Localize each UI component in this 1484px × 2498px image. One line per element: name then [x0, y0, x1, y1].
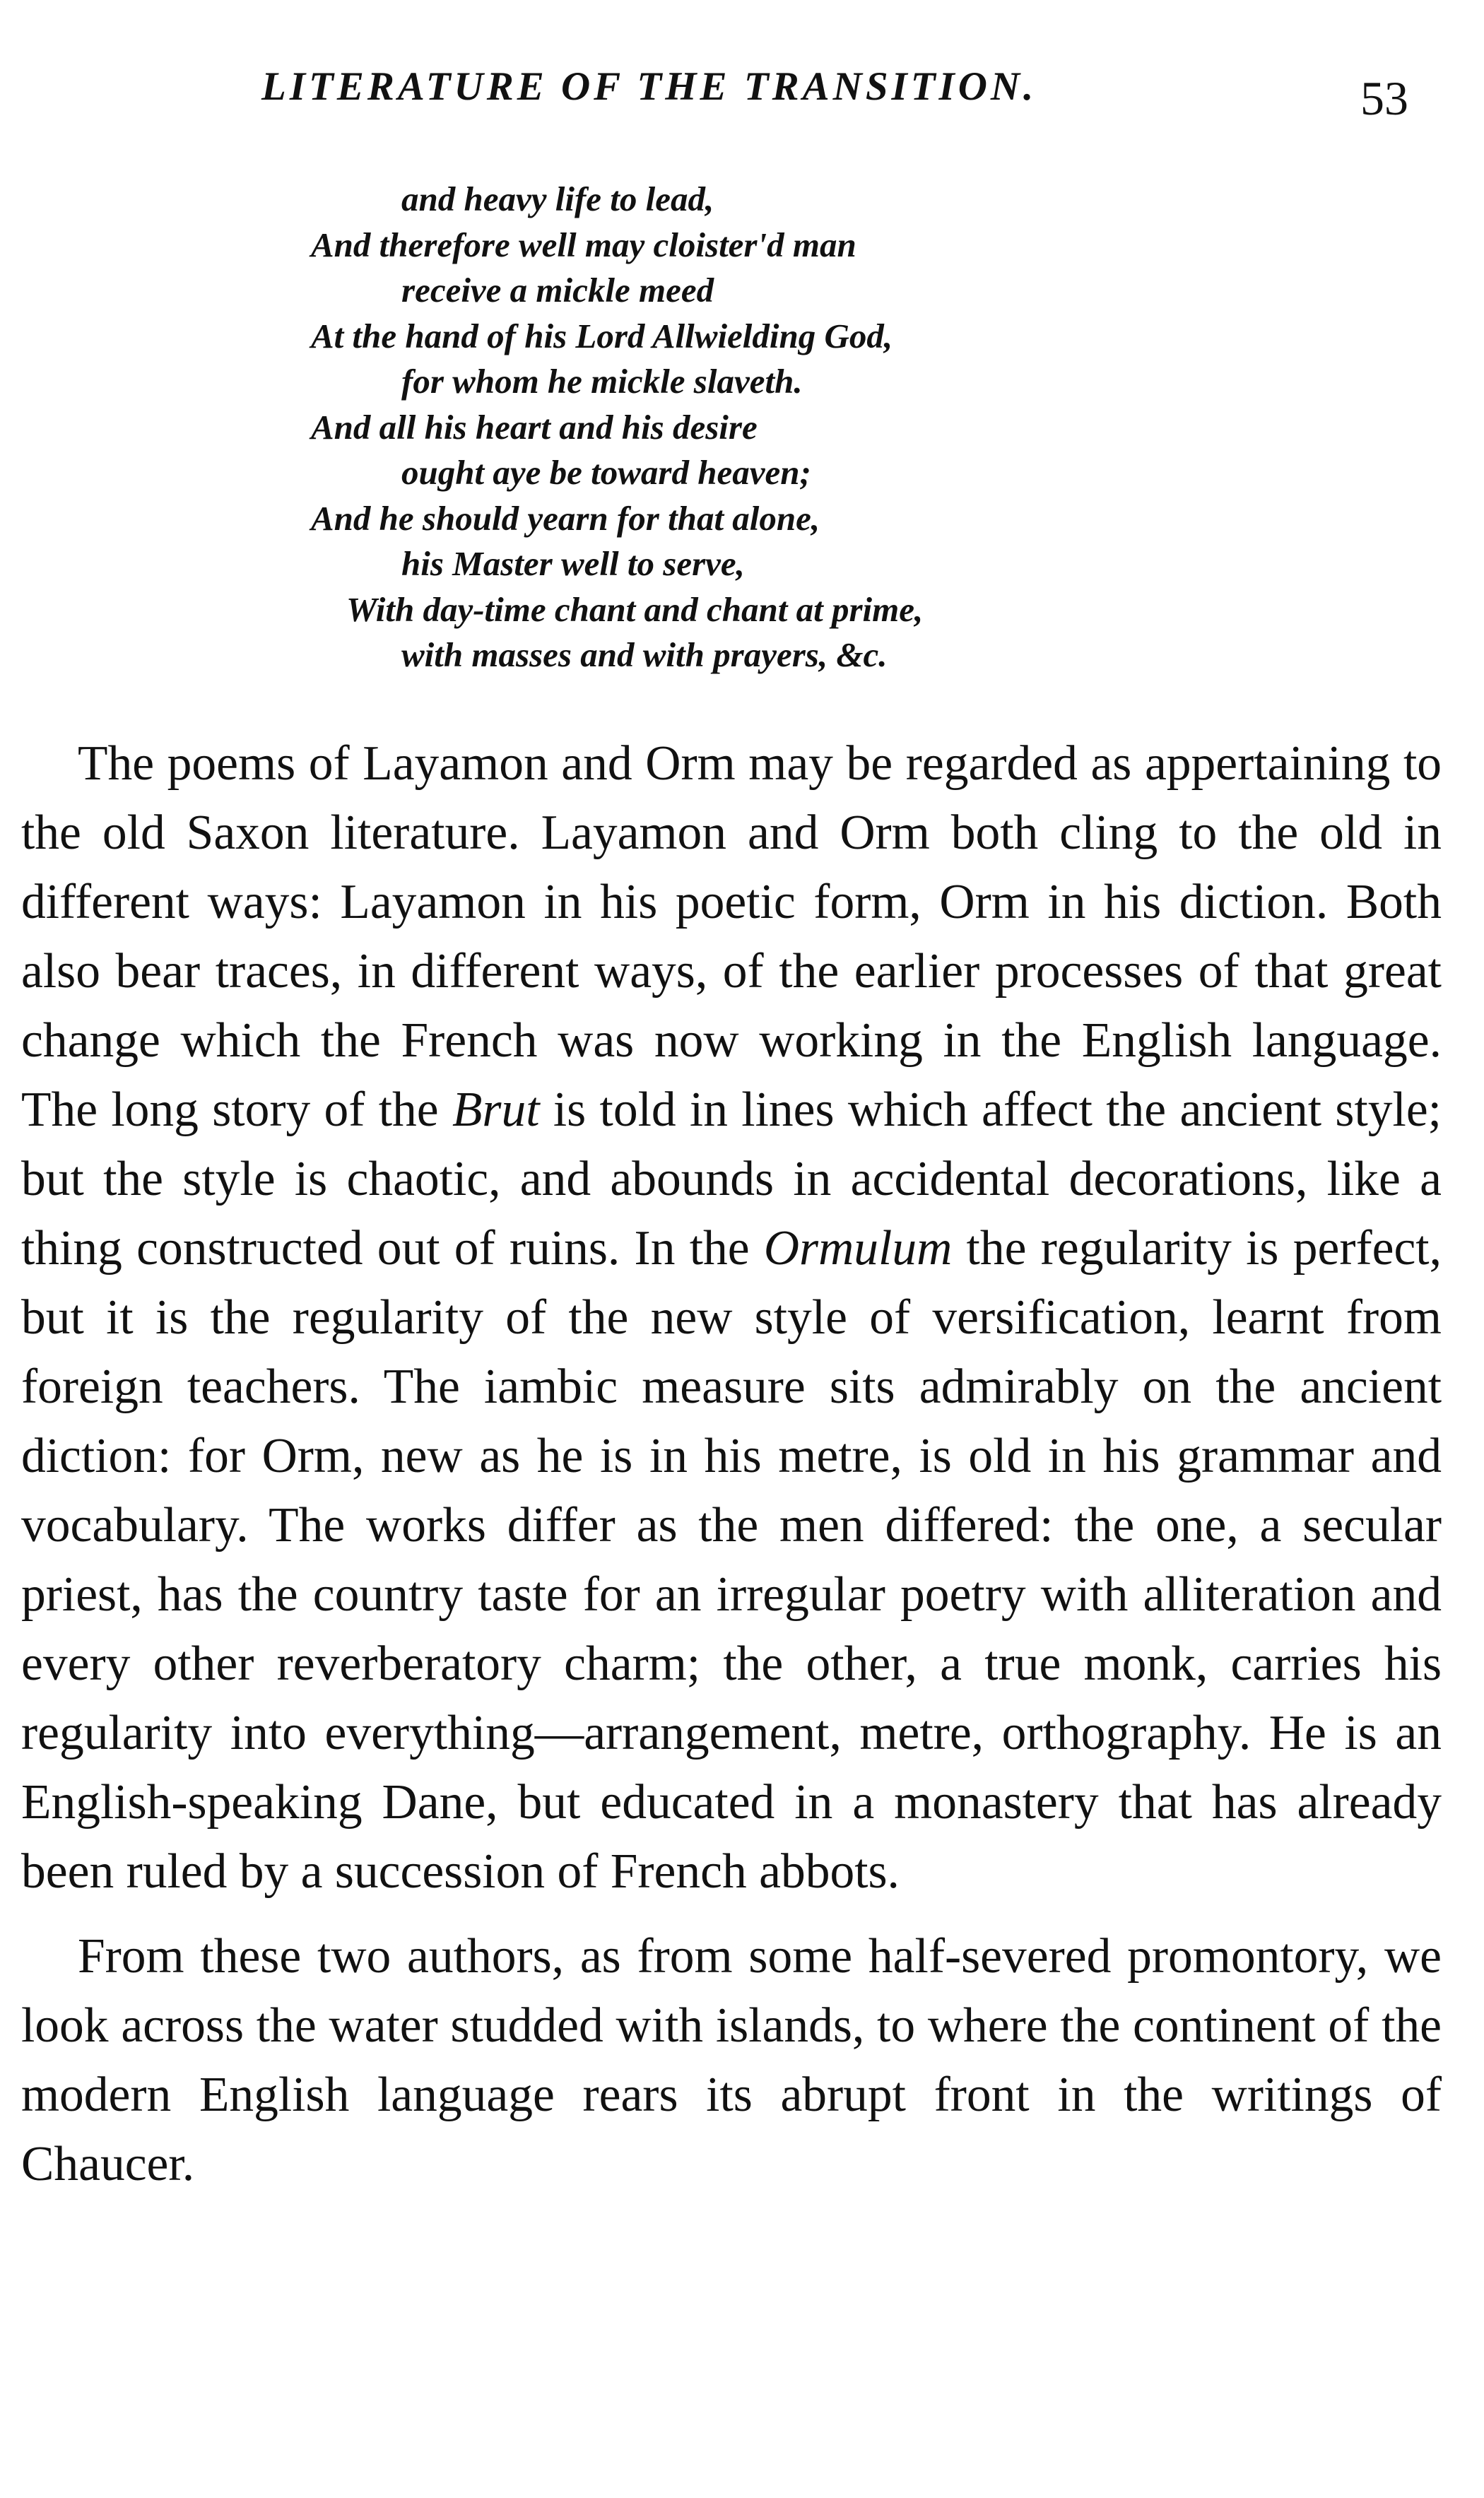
verse-line: At the hand of his Lord Allwielding God,: [311, 316, 893, 355]
title-ormulum: Ormulum: [763, 1221, 953, 1275]
paragraph: From these two authors, as from some half-severed promontory, we look across the water studded with islands, to where the continent of the modern English language rears its abrupt front in the writings of Chaucer.: [21, 1929, 1442, 2191]
title-brut: Brut: [452, 1083, 540, 1137]
verse-line: and heavy life to lead,: [401, 179, 714, 218]
page-header: [261, 64, 1463, 125]
page-number: 53: [1360, 71, 1408, 125]
verse-line: And therefore well may cloister'd man: [311, 225, 856, 264]
verse-line: with masses and with prayers, &c.: [401, 635, 888, 674]
paragraph: [21, 729, 1442, 1907]
paragraph-text: the regularity is perfect, but it is the regularity of the new style of versification, learnt from foreign teachers. The iambic measure sits admirably on the ancient diction: for Orm, new as he is in his metre, is old in his grammar and vocabulary. The works differ as the men differed: the one, a secular priest, has the country taste for an irregular poetry with alliteration and every other reverberatory charm; the other, a true monk, carries his regularity into everything—arrangement, metre, orthography. He is an English-speaking Dane, but educated in a monastery that has already been ruled by a succession of French abbots.: [21, 1221, 1442, 1899]
verse-line: his Master well to serve,: [401, 544, 745, 583]
verse-line: And all his heart and his desire: [311, 407, 758, 447]
running-head: LITERATURE OF THE TRANSITION.: [261, 64, 1037, 109]
verse-line: With day-time chant and chant at prime,: [346, 589, 924, 629]
verse-line: ought aye be toward heaven;: [401, 453, 811, 492]
paragraph-text: The poems of Layamon and Orm may be regarded as appertaining to the old Saxon literature. Layamon and Orm both cling to the old in different ways: Layamon in his poetic form, Orm in his diction. Both also bear traces, in different ways, of the earlier processes of that great change which the French was now working in the English language. The long story of the: [21, 736, 1442, 1137]
paragraph-text: is told in lines which affect the ancient style; but the style is chaotic, and abounds in accidental decorations, like a thing constructed out of ruins. In the: [21, 1083, 1442, 1275]
body-text: [21, 729, 1442, 2199]
verse-line: receive a mickle meed: [401, 271, 714, 310]
verse-line: for whom he mickle slaveth.: [401, 362, 803, 401]
verse-quotation: [311, 177, 1300, 678]
verse-line: And he should yearn for that alone,: [311, 498, 820, 538]
